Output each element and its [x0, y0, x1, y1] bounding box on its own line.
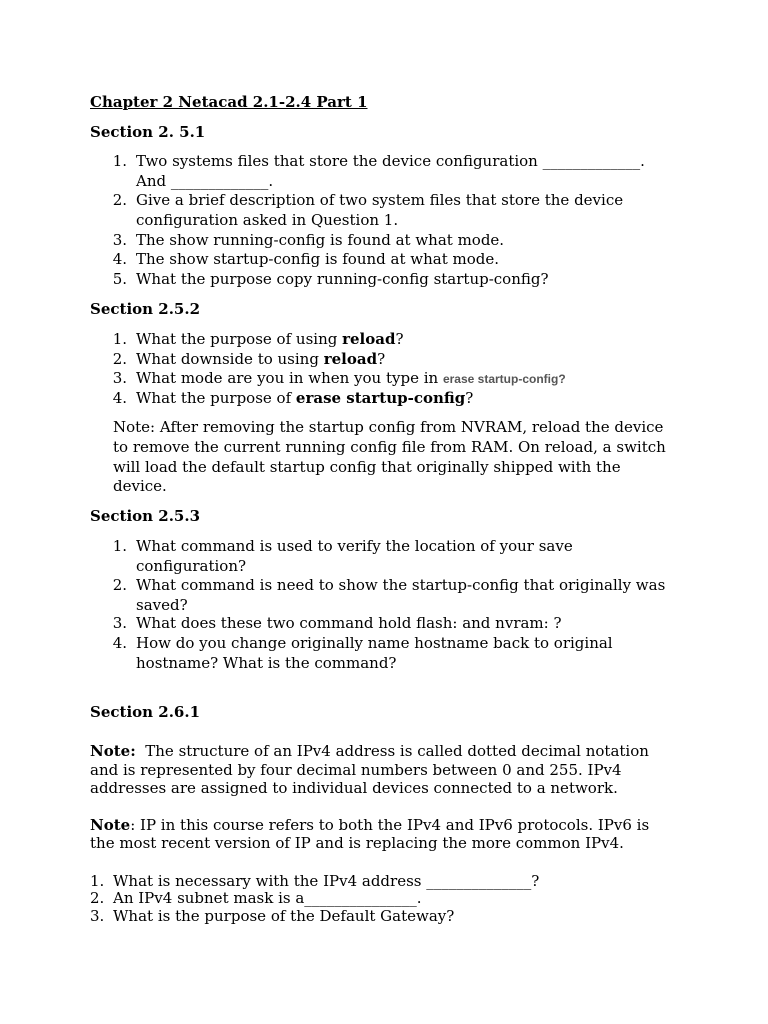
note-line — [90, 816, 649, 835]
list-item-number: 1. — [112, 330, 127, 348]
list-item-text: An IPv4 subnet mask is a_______________. — [113, 889, 422, 907]
list-item-number: 4. — [112, 250, 127, 268]
list-item-number: 2. — [90, 889, 105, 907]
document-title: Chapter 2 Netacad 2.1-2.4 Part 1 — [90, 93, 368, 111]
note-line: and is represented by four decimal numbers between 0 and 255. IPv4 — [90, 761, 622, 779]
list-item-text — [136, 330, 404, 349]
section-heading-252: Section 2.5.2 — [90, 300, 201, 318]
list-item-text-continued: configuration asked in Question 1. — [136, 211, 399, 229]
bold-command: reload — [342, 330, 396, 348]
list-item-text — [136, 389, 473, 408]
list-item-text: How do you change originally name hostname back to original — [136, 634, 613, 652]
text-run: ? — [395, 330, 404, 348]
note-line: the most recent version of IP and is replacing the more common IPv4. — [90, 834, 624, 852]
note-label: Note — [90, 816, 131, 834]
list-item-text-continued: saved? — [136, 596, 188, 614]
text-run: What mode are you in when you type in — [136, 369, 443, 387]
note-line — [90, 742, 649, 761]
list-item-number: 1. — [112, 537, 127, 555]
text-run: What the purpose of using — [136, 330, 343, 348]
list-item-number: 1. — [112, 152, 127, 170]
section-heading-251: Section 2. 5.1 — [90, 123, 206, 141]
note-line: addresses are assigned to individual devices connected to a network. — [90, 779, 618, 797]
list-item-text: What command is used to verify the location of your save — [136, 537, 573, 555]
list-item-text: What does these two command hold flash: and nvram: ? — [136, 614, 562, 632]
command-text-small: erase startup-config? — [442, 372, 566, 386]
list-item-text: Give a brief description of two system files that store the device — [136, 191, 624, 209]
note-line: Note: After removing the startup config from NVRAM, reload the device — [113, 418, 664, 436]
bold-command: reload — [323, 350, 378, 368]
list-item-text — [136, 350, 385, 369]
note-line: to remove the current running config file from RAM. On reload, a switch — [113, 438, 666, 456]
list-item-number: 4. — [112, 634, 127, 652]
list-item-number: 4. — [112, 389, 127, 407]
section-heading-261: Section 2.6.1 — [90, 703, 201, 721]
bold-command: erase startup-config — [295, 389, 466, 407]
list-item-text: Two systems files that store the device configuration _____________. — [136, 152, 645, 170]
list-item-text-continued: hostname? What is the command? — [136, 654, 397, 672]
list-item-number: 2. — [112, 576, 127, 594]
list-item-text-continued: And _____________. — [136, 172, 274, 190]
section-heading-253: Section 2.5.3 — [90, 507, 201, 525]
list-item-number: 2. — [112, 350, 127, 368]
text-run: : IP in this course refers to both the IPv4 and IPv6 protocols. IPv6 is — [130, 816, 650, 834]
list-item-text — [136, 369, 566, 389]
list-item-text: What is the purpose of the Default Gateway? — [113, 907, 455, 925]
list-item-text: What is necessary with the IPv4 address ______________? — [113, 872, 540, 890]
list-item-text: What command is need to show the startup-config that originally was — [136, 576, 666, 594]
list-item-text: What the purpose copy running-config startup-config? — [136, 270, 549, 288]
text-run: ? — [465, 389, 474, 407]
list-item-number: 3. — [90, 907, 105, 925]
list-item-number: 1. — [90, 872, 105, 890]
list-item-number: 2. — [112, 191, 127, 209]
note-line: device. — [113, 477, 167, 495]
note-line: will load the default startup config that originally shipped with the — [113, 458, 621, 476]
text-run: The structure of an IPv4 address is called dotted decimal notation — [135, 742, 649, 760]
list-item-text-continued: configuration? — [136, 557, 247, 575]
list-item-text: The show running-config is found at what mode. — [136, 231, 505, 249]
note-label: Note: — [90, 742, 136, 760]
list-item-number: 3. — [112, 231, 127, 249]
text-run: What downside to using — [136, 350, 324, 368]
list-item-number: 3. — [112, 614, 127, 632]
list-item-text: The show startup-config is found at what mode. — [136, 250, 499, 268]
text-run: ? — [377, 350, 386, 368]
list-item-number: 5. — [112, 270, 127, 288]
list-item-number: 3. — [112, 369, 127, 387]
text-run: What the purpose of — [136, 389, 296, 407]
